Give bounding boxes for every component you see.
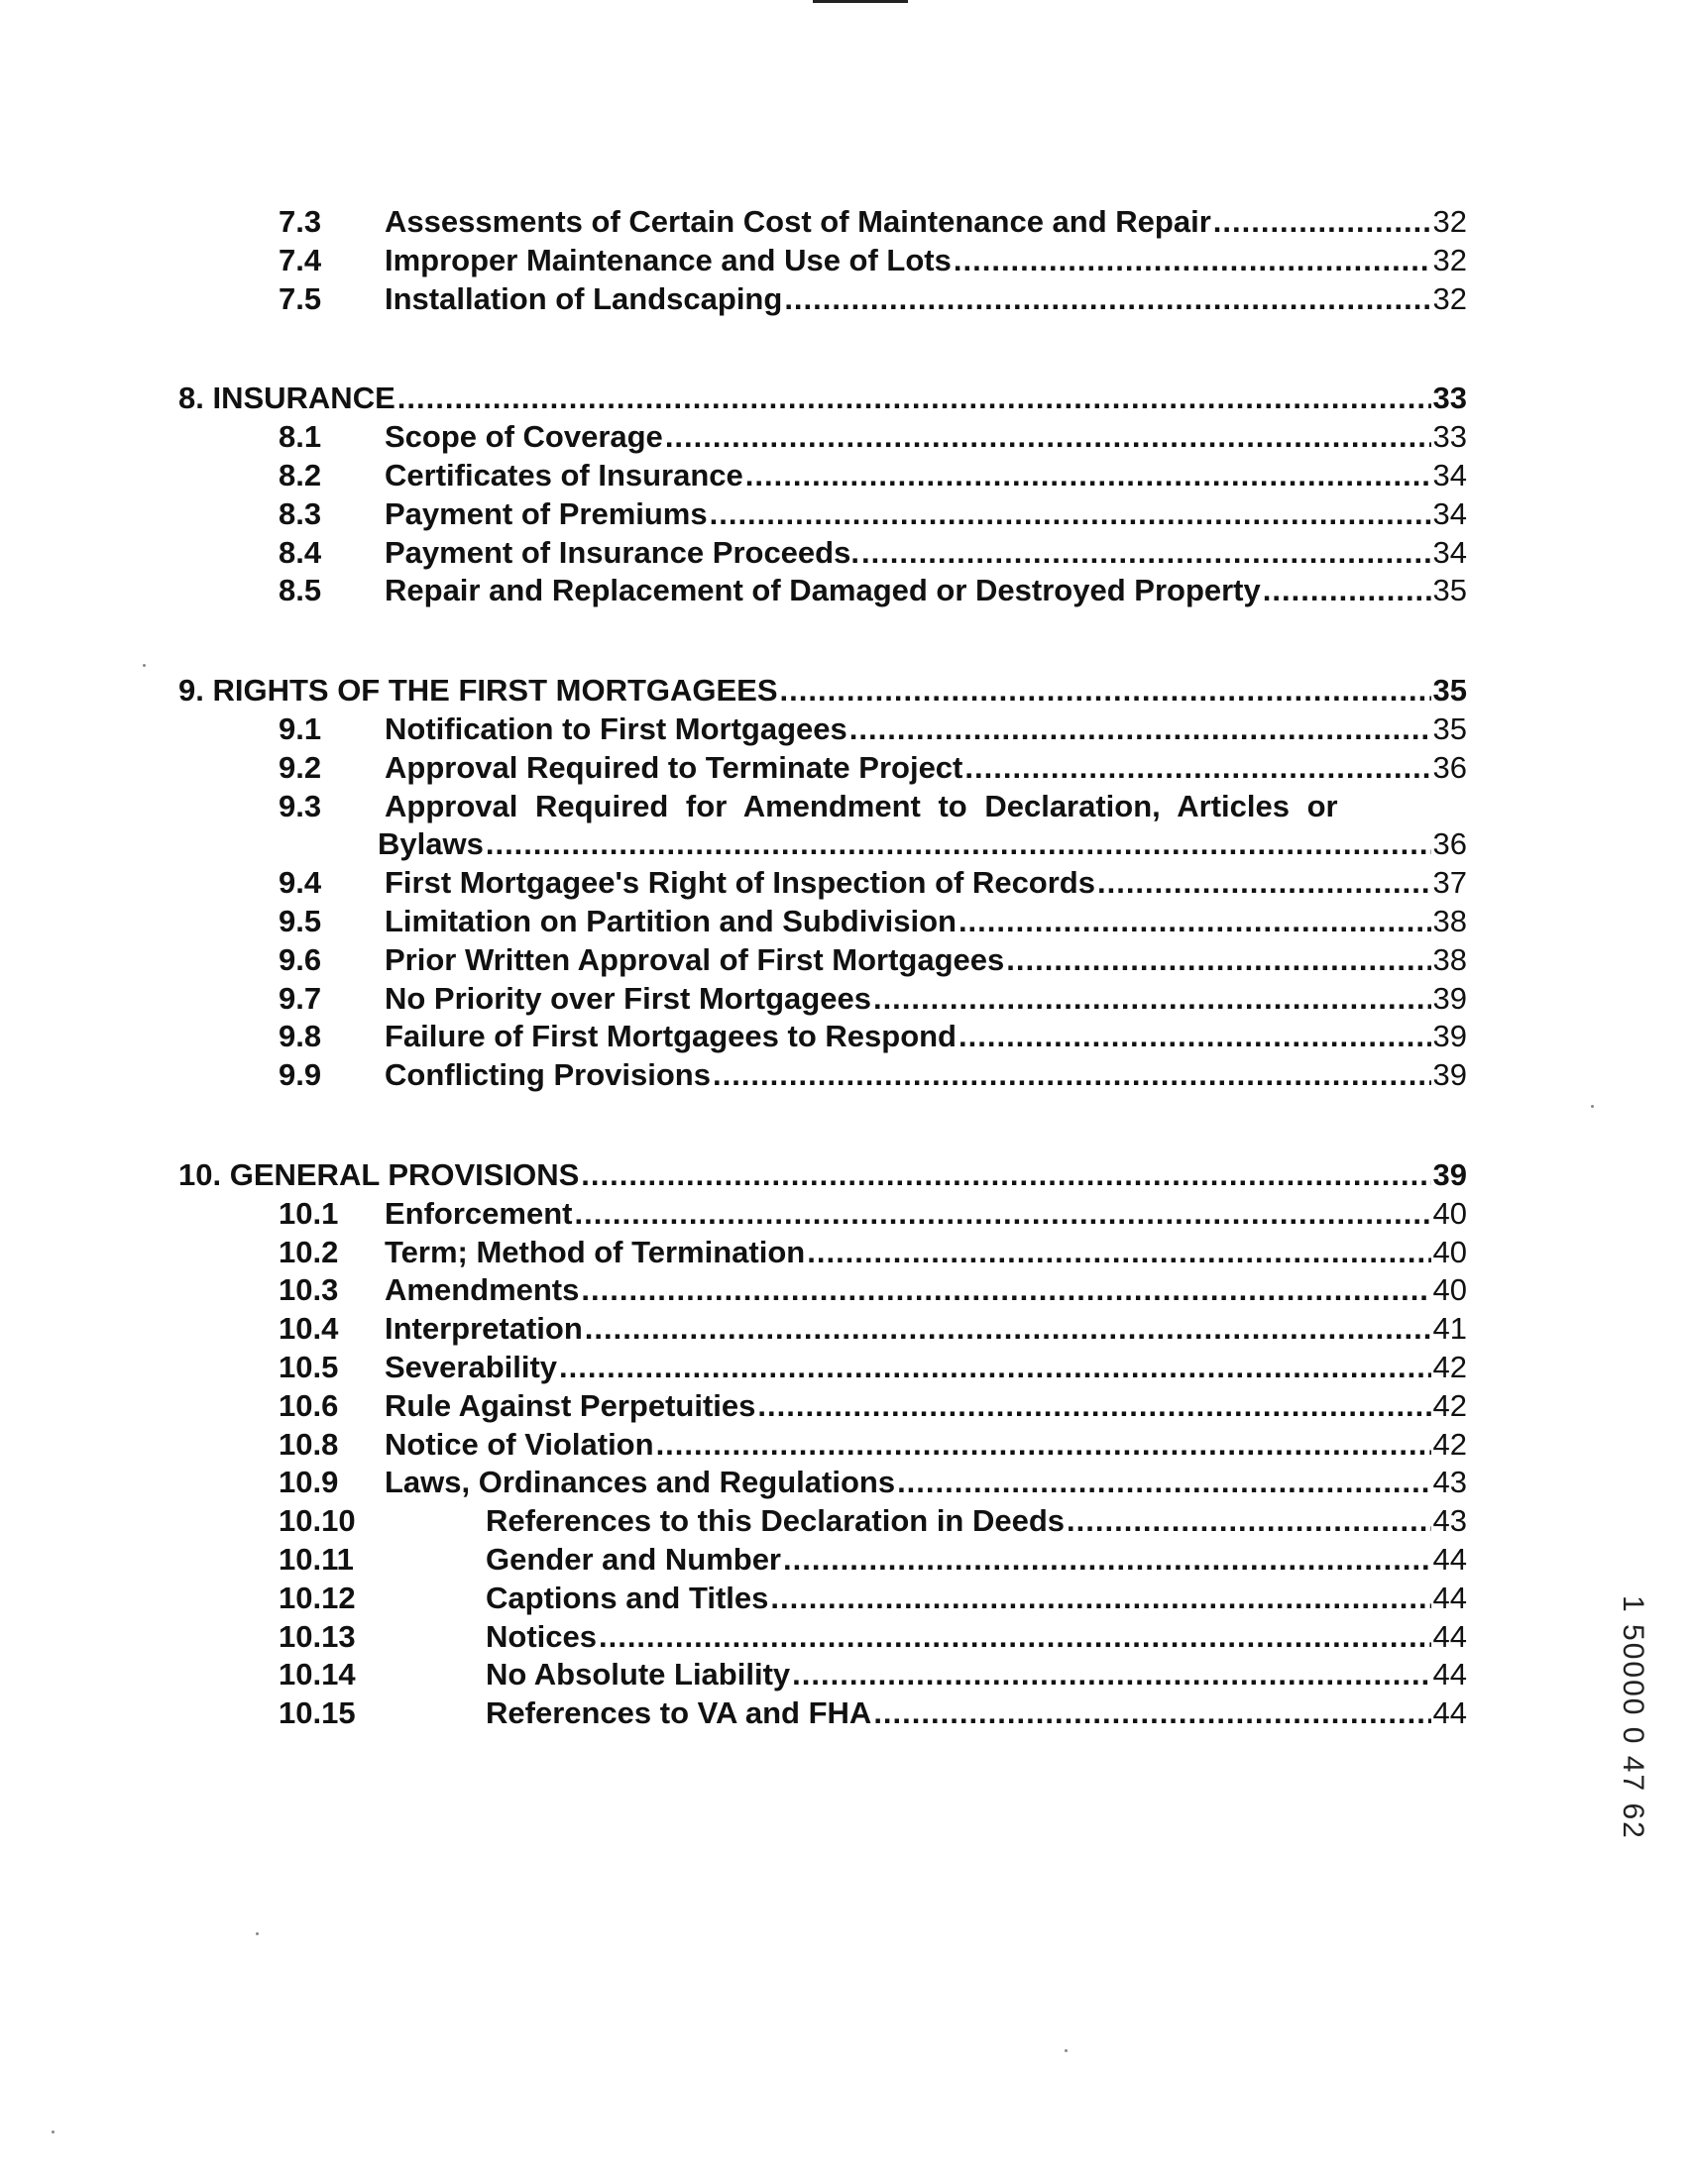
toc-item-7-5[interactable] <box>178 280 1467 319</box>
toc-item-page: 44 <box>1432 1541 1467 1577</box>
leader-dots <box>780 672 1431 710</box>
toc-item-page: 42 <box>1432 1349 1467 1384</box>
toc-item-title: Installation of Landscaping <box>385 280 783 316</box>
toc-item-page: 34 <box>1432 457 1467 492</box>
top-edge-line <box>813 0 908 3</box>
toc-item-9-3[interactable] <box>178 788 1467 826</box>
toc-item-page: 42 <box>1432 1426 1467 1462</box>
toc-section-page: 33 <box>1432 381 1467 416</box>
leader-dots <box>861 534 1431 572</box>
toc-item-page: 35 <box>1432 573 1467 608</box>
toc-item-number: 10.11 <box>279 1541 354 1577</box>
toc-item-8-4[interactable] <box>178 534 1467 573</box>
toc-item-10-11[interactable] <box>178 1541 1467 1580</box>
toc-section-title: 10. GENERAL PROVISIONS <box>178 1156 580 1192</box>
toc-item-page: 40 <box>1432 1234 1467 1269</box>
toc-item-9-1[interactable] <box>178 710 1467 749</box>
leader-dots <box>958 903 1431 940</box>
margin-document-number-text: 1 50000 0 47 62 <box>1617 1595 1649 1840</box>
toc-item-page: 35 <box>1432 710 1467 746</box>
toc-section-page: 35 <box>1432 673 1467 709</box>
toc-item-page: 38 <box>1432 903 1467 938</box>
scan-speck <box>1591 1105 1594 1108</box>
toc-item-page: 36 <box>1432 749 1467 785</box>
toc-item-number: 10.15 <box>279 1695 356 1731</box>
toc-item-title: Notice of Violation <box>385 1426 654 1462</box>
toc-item-title: Payment of Premiums <box>385 495 708 531</box>
toc-item-page: 32 <box>1432 204 1467 239</box>
toc-item-10-15[interactable] <box>178 1694 1467 1733</box>
leader-dots <box>873 980 1431 1018</box>
toc-item-10-2[interactable] <box>178 1234 1467 1272</box>
leader-dots <box>897 1464 1430 1501</box>
leader-dots <box>656 1426 1431 1464</box>
toc-item-title: Term; Method of Termination <box>385 1234 806 1269</box>
toc-item-number: 8.3 <box>279 495 322 531</box>
toc-item-page: 32 <box>1432 280 1467 316</box>
toc-item-10-13[interactable] <box>178 1618 1467 1657</box>
leader-dots <box>665 418 1431 456</box>
toc-item-number: 9.1 <box>279 710 322 746</box>
toc-item-number: 10.1 <box>279 1195 339 1231</box>
leader-dots <box>574 1195 1430 1233</box>
toc-item-title: Captions and Titles <box>486 1580 769 1615</box>
toc-item-title: Payment of Insurance Proceeds. <box>385 534 859 570</box>
toc-item-title: No Priority over First Mortgagees <box>385 980 871 1016</box>
toc-item-title: Rule Against Perpetuities <box>385 1387 756 1423</box>
toc-item-page: 34 <box>1432 495 1467 531</box>
toc-item-page: 42 <box>1432 1387 1467 1423</box>
leader-dots <box>784 280 1430 318</box>
toc-item-number: 10.9 <box>279 1465 339 1500</box>
toc-section-title: 8. INSURANCE <box>178 381 395 416</box>
toc-item-8-1[interactable] <box>178 418 1467 457</box>
toc-item-title: References to this Declaration in Deeds <box>486 1503 1066 1539</box>
toc-item-title: First Mortgagee's Right of Inspection of Records <box>385 865 1095 901</box>
leader-dots <box>770 1580 1430 1617</box>
toc-item-number: 10.2 <box>279 1234 339 1269</box>
toc-item-title: Certificates of Insurance <box>385 457 743 492</box>
toc-section-9-heading[interactable] <box>178 672 1467 710</box>
toc-item-number: 9.4 <box>279 865 322 901</box>
toc-item-title: Limitation on Partition and Subdivision <box>385 903 957 938</box>
toc-item-title-continued: Bylaws <box>378 826 484 862</box>
leader-dots <box>559 1349 1430 1386</box>
toc-item-title: Approval Required for Amendment to Declaration, Articles or <box>385 788 1338 823</box>
toc-item-page: 44 <box>1432 1695 1467 1731</box>
toc-item-title: No Absolute Liability <box>486 1657 791 1693</box>
toc-item-title: Gender and Number <box>486 1541 781 1577</box>
toc-item-number: 10.5 <box>279 1349 339 1384</box>
margin-document-number <box>1617 1595 1649 1883</box>
toc-item-9-3-continued[interactable] <box>178 825 1467 864</box>
toc-item-page: 44 <box>1432 1618 1467 1654</box>
leader-dots <box>1006 941 1430 979</box>
leader-dots <box>745 457 1431 494</box>
toc-item-title: Interpretation <box>385 1311 583 1347</box>
toc-item-9-9[interactable] <box>178 1056 1467 1095</box>
toc-item-8-2[interactable] <box>178 457 1467 495</box>
toc-item-page: 39 <box>1432 980 1467 1016</box>
toc-section-page: 39 <box>1432 1156 1467 1192</box>
toc-item-9-7[interactable] <box>178 980 1467 1019</box>
leader-dots <box>713 1056 1431 1094</box>
toc-item-8-3[interactable] <box>178 495 1467 534</box>
toc-item-title: Improper Maintenance and Use of Lots <box>385 242 952 277</box>
toc-item-title: Laws, Ordinances and Regulations <box>385 1465 896 1500</box>
toc-item-number: 8.5 <box>279 573 322 608</box>
toc-item-number: 9.2 <box>279 749 322 785</box>
toc-item-10-4[interactable] <box>178 1310 1467 1349</box>
toc-item-page: 37 <box>1432 865 1467 901</box>
toc-item-number: 9.8 <box>279 1019 322 1054</box>
toc-item-10-9[interactable] <box>178 1464 1467 1502</box>
toc-item-10-8[interactable] <box>178 1426 1467 1465</box>
toc-item-page: 40 <box>1432 1195 1467 1231</box>
toc-item-number: 9.6 <box>279 941 322 977</box>
toc-item-title: Conflicting Provisions <box>385 1057 711 1093</box>
toc-item-page: 44 <box>1432 1580 1467 1615</box>
toc-section-8-heading[interactable] <box>178 380 1467 418</box>
toc-item-10-1[interactable] <box>178 1195 1467 1234</box>
toc-item-title: Amendments <box>385 1272 580 1308</box>
toc-item-9-8[interactable] <box>178 1018 1467 1056</box>
toc-item-number: 10.13 <box>279 1618 356 1654</box>
leader-dots <box>710 495 1431 533</box>
leader-dots <box>1097 864 1431 902</box>
toc-item-7-4[interactable] <box>178 242 1467 280</box>
toc-item-title: Scope of Coverage <box>385 419 663 455</box>
toc-item-page: 39 <box>1432 1057 1467 1093</box>
toc-item-number: 9.3 <box>279 788 322 823</box>
leader-dots <box>849 710 1431 748</box>
toc-item-title: Notification to First Mortgagees <box>385 710 847 746</box>
scan-speck <box>52 2130 55 2133</box>
toc-item-title: Approval Required to Terminate Project <box>385 749 963 785</box>
toc-item-title: References to VA and FHA <box>486 1695 872 1731</box>
toc-item-page: 32 <box>1432 242 1467 277</box>
toc-item-page: 38 <box>1432 941 1467 977</box>
leader-dots <box>958 1018 1431 1055</box>
toc-item-number: 10.10 <box>279 1503 356 1539</box>
leader-dots <box>873 1694 1430 1732</box>
toc-item-title: Repair and Replacement of Damaged or Destroyed Property <box>385 573 1261 608</box>
scan-speck <box>256 1932 259 1935</box>
toc-item-page: 39 <box>1432 1019 1467 1054</box>
toc-item-10-14[interactable] <box>178 1656 1467 1694</box>
leader-dots <box>599 1618 1431 1656</box>
leader-dots <box>486 825 1431 863</box>
toc-item-10-10[interactable] <box>178 1502 1467 1541</box>
toc-item-number: 7.4 <box>279 242 322 277</box>
toc-item-page: 34 <box>1432 534 1467 570</box>
toc-section-10-heading[interactable] <box>178 1156 1467 1195</box>
toc-item-9-5[interactable] <box>178 903 1467 941</box>
toc-item-number: 7.3 <box>279 204 322 239</box>
toc-item-9-2[interactable] <box>178 749 1467 788</box>
toc-item-page: 33 <box>1432 419 1467 455</box>
toc-item-10-3[interactable] <box>178 1271 1467 1310</box>
leader-dots <box>807 1234 1430 1271</box>
toc-item-number: 9.9 <box>279 1057 322 1093</box>
toc-item-number: 7.5 <box>279 280 322 316</box>
toc-item-page: 36 <box>1432 826 1467 862</box>
toc-item-number: 8.1 <box>279 419 322 455</box>
toc-item-8-5[interactable] <box>178 572 1467 610</box>
toc-item-number: 10.3 <box>279 1272 339 1308</box>
toc-item-title: Severability <box>385 1349 558 1384</box>
leader-dots <box>792 1656 1430 1693</box>
toc-item-7-3[interactable] <box>178 203 1467 242</box>
leader-dots <box>397 380 1431 417</box>
leader-dots <box>1263 572 1431 609</box>
toc-item-number: 10.6 <box>279 1387 339 1423</box>
toc-item-title: Notices <box>486 1618 597 1654</box>
leader-dots <box>1213 203 1431 241</box>
toc-item-10-5[interactable] <box>178 1349 1467 1387</box>
toc-item-number: 9.5 <box>279 903 322 938</box>
toc-item-number: 10.14 <box>279 1657 356 1693</box>
toc-item-page: 40 <box>1432 1272 1467 1308</box>
toc-item-title: Failure of First Mortgagees to Respond <box>385 1019 957 1054</box>
leader-dots <box>964 749 1430 787</box>
leader-dots <box>1067 1502 1430 1540</box>
leader-dots <box>585 1310 1431 1348</box>
toc-item-number: 8.2 <box>279 457 322 492</box>
toc-item-page: 41 <box>1432 1311 1467 1347</box>
toc-item-9-4[interactable] <box>178 864 1467 903</box>
leader-dots <box>783 1541 1431 1579</box>
toc-item-title: Assessments of Certain Cost of Maintenance and Repair <box>385 204 1211 239</box>
toc-item-title: Enforcement <box>385 1195 573 1231</box>
leader-dots <box>581 1156 1430 1194</box>
toc-item-page: 44 <box>1432 1657 1467 1693</box>
toc-item-number: 10.12 <box>279 1580 356 1615</box>
leader-dots <box>581 1271 1430 1309</box>
toc-section-title: 9. RIGHTS OF THE FIRST MORTGAGEES <box>178 673 778 709</box>
toc-item-10-6[interactable] <box>178 1387 1467 1426</box>
toc-item-title: Prior Written Approval of First Mortgagees <box>385 941 1005 977</box>
toc-item-9-6[interactable] <box>178 941 1467 980</box>
toc-item-10-12[interactable] <box>178 1580 1467 1618</box>
toc-item-number: 10.4 <box>279 1311 339 1347</box>
toc-item-page: 43 <box>1432 1503 1467 1539</box>
toc-item-number: 10.8 <box>279 1426 339 1462</box>
table-of-contents <box>178 203 1467 1733</box>
leader-dots <box>954 242 1431 279</box>
scan-speck <box>143 664 146 667</box>
leader-dots <box>757 1387 1430 1425</box>
toc-item-page: 43 <box>1432 1465 1467 1500</box>
scan-speck <box>1065 2049 1068 2052</box>
toc-item-number: 9.7 <box>279 980 322 1016</box>
toc-item-number: 8.4 <box>279 534 322 570</box>
